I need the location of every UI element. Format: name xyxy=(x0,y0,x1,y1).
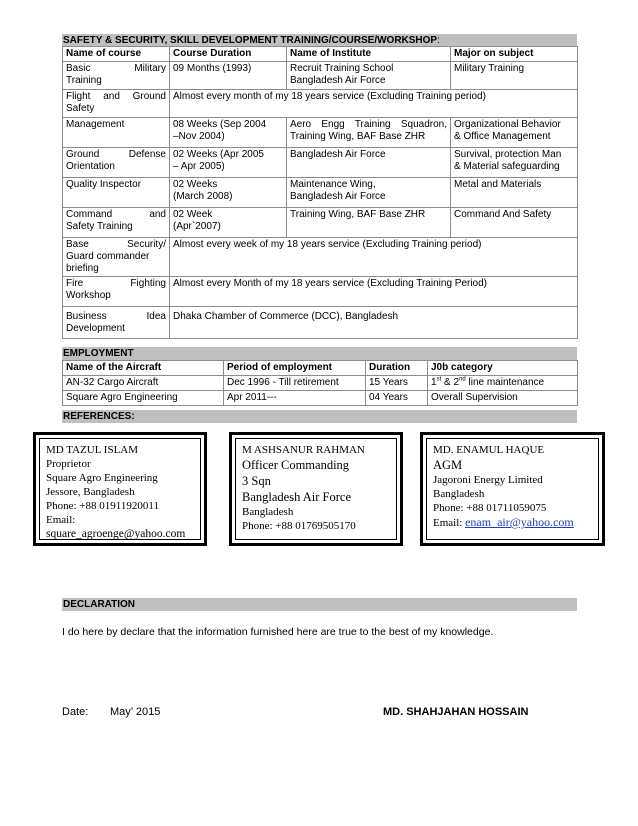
duration-line: – Apr 2005) xyxy=(173,161,225,172)
table-row xyxy=(63,148,578,178)
institute-line: Bangladesh Air Force xyxy=(290,191,386,202)
training-heading-colon: : xyxy=(437,35,440,46)
duration-cell xyxy=(170,62,287,90)
reference-email[interactable]: square_agroenge@yahoo.com xyxy=(46,528,186,540)
reference-name: M ASHSANUR RAHMAN xyxy=(242,444,365,456)
reference-email-link[interactable]: enam_air@yahoo.com xyxy=(465,515,574,529)
reference-company: Square Agro Engineering xyxy=(46,472,158,484)
job-category-text: & 2 xyxy=(441,377,460,388)
declaration-heading-text: DECLARATION xyxy=(63,599,136,610)
employment-section-heading xyxy=(62,347,577,360)
spanning-note-cell: Almost every Month of my 18 years service (Excluding Training Period) xyxy=(170,277,578,307)
institute-line: Aero Engg Training Squadron, xyxy=(290,119,447,130)
course-name-cell xyxy=(63,118,170,148)
aircraft-name-cell: AN-32 Cargo Aircraft xyxy=(63,376,224,391)
reference-name: MD. ENAMUL HAQUE xyxy=(433,444,545,456)
subject-line: Survival, protection Man xyxy=(454,149,562,160)
training-header-row xyxy=(63,47,578,62)
institute-cell xyxy=(287,178,451,208)
reference-title: Proprietor xyxy=(46,458,91,470)
table-row xyxy=(63,208,578,238)
course-name-cell xyxy=(63,178,170,208)
course-line: Ground Defense xyxy=(66,149,166,160)
course-name-cell xyxy=(63,238,170,277)
job-category-cell: Overall Supervision xyxy=(428,391,578,406)
institute-line: Bangladesh Air Force xyxy=(290,149,386,160)
subject-line: Command And Safety xyxy=(454,209,552,220)
course-line: Guard commander xyxy=(66,251,150,262)
training-heading-text: SAFETY & SECURITY, SKILL DEVELOPMENT TRAINING/COURSE/WORKSHOP xyxy=(63,35,438,46)
duration-line: 02 Weeks (Apr 2005 xyxy=(173,149,264,160)
duration-line: (Apr`2007) xyxy=(173,221,221,232)
signer-name: MD. SHAHJAHAN HOSSAIN xyxy=(383,706,529,718)
subject-cell xyxy=(451,62,578,90)
course-line: Basic Military xyxy=(66,63,166,74)
spanning-note-cell: Almost every month of my 18 years service (Excluding Training period) xyxy=(170,90,578,118)
course-name-cell xyxy=(63,148,170,178)
duration-line: 02 Week xyxy=(173,209,213,220)
references-section-heading xyxy=(62,410,577,423)
duration-cell xyxy=(170,208,287,238)
reference-email-label: Email: xyxy=(46,514,76,526)
job-category-text: 1 xyxy=(431,377,437,388)
duration-cell: 04 Years xyxy=(366,391,428,406)
reference-email-label: Email: xyxy=(433,517,466,529)
column-header: Major on subject xyxy=(451,47,578,62)
table-row xyxy=(63,277,578,307)
course-line: Safety xyxy=(66,103,95,114)
column-header: Duration xyxy=(366,361,428,376)
reference-card-inner xyxy=(235,438,397,540)
declaration-section-heading xyxy=(62,598,577,611)
column-header: Name of course xyxy=(63,47,170,62)
table-row xyxy=(63,118,578,148)
subject-cell xyxy=(451,118,578,148)
course-line: Base Security/ xyxy=(66,239,166,250)
reference-title: Officer Commanding xyxy=(242,458,350,472)
reference-company: Bangladesh Air Force xyxy=(242,490,352,504)
course-name-cell xyxy=(63,208,170,238)
course-line: Flight and Ground xyxy=(66,91,166,102)
reference-card-inner xyxy=(39,438,201,540)
course-line: Fire Fighting xyxy=(66,278,166,289)
reference-card-2 xyxy=(229,432,403,546)
table-row xyxy=(63,238,578,277)
course-line: Training xyxy=(66,75,102,86)
ordinal-suffix: nd xyxy=(459,376,466,383)
institute-cell xyxy=(287,118,451,148)
course-line: Quality Inspector xyxy=(66,179,142,190)
reference-location: Bangladesh xyxy=(242,506,294,518)
reference-card-3 xyxy=(420,432,605,546)
aircraft-name-cell: Square Agro Engineering xyxy=(63,391,224,406)
reference-phone: Phone: +88 01911920011 xyxy=(46,500,159,512)
course-name-cell xyxy=(63,62,170,90)
reference-company: Jagoroni Energy Limited xyxy=(433,474,543,486)
reference-phone: Phone: +88 01711059075 xyxy=(433,502,547,514)
reference-card-inner xyxy=(426,438,599,540)
course-line: Command and xyxy=(66,209,166,220)
subject-line: Organizational Behavior xyxy=(454,119,561,130)
period-cell: Dec 1996 - Till retirement xyxy=(224,376,366,391)
reference-name: MD TAZUL ISLAM xyxy=(46,444,139,456)
course-line: Workshop xyxy=(66,290,111,301)
spanning-note-cell: Dhaka Chamber of Commerce (DCC), Bangladesh xyxy=(170,307,578,339)
reference-phone: Phone: +88 01769505170 xyxy=(242,520,356,532)
table-row xyxy=(63,391,578,406)
reference-unit: 3 Sqn xyxy=(242,474,271,488)
date-label: Date: xyxy=(62,706,89,718)
date-value: May’ 2015 xyxy=(110,706,161,718)
spanning-note-cell: Almost every week of my 18 years service (Excluding Training period) xyxy=(170,238,578,277)
job-category-cell xyxy=(428,376,578,391)
course-line: Management xyxy=(66,119,125,130)
reference-title: AGM xyxy=(433,458,463,472)
reference-email-row xyxy=(433,515,592,530)
table-row xyxy=(63,376,578,391)
institute-cell xyxy=(287,208,451,238)
subject-line: & Office Management xyxy=(454,131,551,142)
subject-line: Military Training xyxy=(454,63,525,74)
institute-cell xyxy=(287,148,451,178)
duration-cell xyxy=(170,178,287,208)
course-line: briefing xyxy=(66,263,99,274)
employment-heading-text: EMPLOYMENT xyxy=(63,348,134,359)
institute-line: Bangladesh Air Force xyxy=(290,75,386,86)
table-row xyxy=(63,62,578,90)
institute-line: Maintenance Wing, xyxy=(290,179,376,190)
training-table xyxy=(62,46,578,339)
period-cell: Apr 2011--- xyxy=(224,391,366,406)
course-name-cell xyxy=(63,90,170,118)
reference-location: Bangladesh xyxy=(433,488,485,500)
subject-line: & Material safeguarding xyxy=(454,161,560,172)
column-header: Name of Institute xyxy=(287,47,451,62)
institute-cell xyxy=(287,62,451,90)
duration-cell xyxy=(170,118,287,148)
course-name-cell xyxy=(63,307,170,339)
course-name-cell xyxy=(63,277,170,307)
course-line: Safety Training xyxy=(66,221,133,232)
job-category-text: line maintenance xyxy=(465,377,545,388)
ordinal-suffix: st xyxy=(436,376,442,383)
duration-line: 08 Weeks (Sep 2004 xyxy=(173,119,267,130)
duration-line: (March 2008) xyxy=(173,191,233,202)
declaration-text: I do here by declare that the information furnished here are true to the best of my knowledge. xyxy=(62,626,494,638)
course-line: Development xyxy=(66,323,125,334)
table-row xyxy=(63,307,578,339)
institute-line: Training Wing, BAF Base ZHR xyxy=(290,209,426,220)
duration-line: –Nov 2004) xyxy=(173,131,225,142)
reference-location: Jessore, Bangladesh xyxy=(46,486,135,498)
duration-cell: 15 Years xyxy=(366,376,428,391)
column-header: Period of employment xyxy=(224,361,366,376)
duration-line: 09 Months (1993) xyxy=(173,63,252,74)
reference-card-1 xyxy=(33,432,207,546)
subject-cell xyxy=(451,208,578,238)
table-row xyxy=(63,90,578,118)
institute-line: Training Wing, BAF Base ZHR xyxy=(290,131,426,142)
subject-line: Metal and Materials xyxy=(454,179,542,190)
subject-cell xyxy=(451,148,578,178)
employment-header-row xyxy=(63,361,578,376)
references-heading-text: REFERENCES: xyxy=(63,411,135,422)
duration-line: 02 Weeks xyxy=(173,179,218,190)
column-header: J0b category xyxy=(428,361,578,376)
subject-cell xyxy=(451,178,578,208)
employment-table xyxy=(62,360,578,406)
column-header: Course Duration xyxy=(170,47,287,62)
duration-cell xyxy=(170,148,287,178)
table-row xyxy=(63,178,578,208)
column-header: Name of the Aircraft xyxy=(63,361,224,376)
course-line: Business Idea xyxy=(66,311,166,322)
institute-line: Recruit Training School xyxy=(290,63,394,74)
course-line: Orientation xyxy=(66,161,115,172)
